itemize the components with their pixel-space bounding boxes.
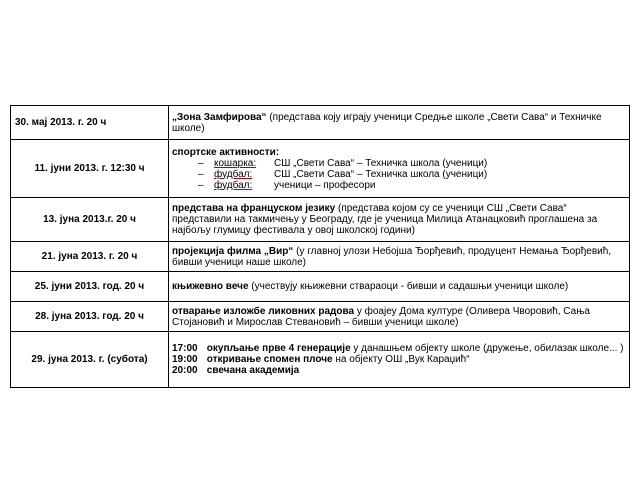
description-cell bbox=[169, 302, 630, 332]
list-item bbox=[172, 180, 626, 191]
event-title: представа на француском језику bbox=[172, 203, 336, 214]
event-title: пројекција филма „Вир“ bbox=[172, 245, 294, 257]
table-row bbox=[11, 332, 630, 388]
match-text: СШ „Свети Сава“ – Техничка школа (ученици) bbox=[274, 168, 488, 180]
description-cell bbox=[169, 332, 630, 388]
date-cell: 11. јуни 2013. г. 12:30 ч bbox=[11, 140, 169, 198]
table-row bbox=[11, 198, 630, 242]
time: 19:00 bbox=[172, 354, 198, 365]
time: 17:00 bbox=[172, 343, 198, 354]
table-row bbox=[11, 242, 630, 272]
date-cell: 29. јуна 2013. г. (субота) bbox=[11, 332, 169, 388]
event-text: на објекту ОШ „Вук Караџић“ bbox=[332, 354, 470, 365]
event-text: у данашњем објекту школе (дружење, обилазак школе... ) bbox=[350, 343, 624, 354]
event-title: откривање спомен плоче bbox=[206, 354, 333, 365]
sport-name: фудбал: bbox=[214, 179, 253, 191]
description-cell bbox=[169, 272, 630, 302]
date-cell: 25. јуни 2013. год. 20 ч bbox=[11, 272, 169, 302]
description-cell bbox=[169, 106, 630, 140]
date-cell: 28. јуна 2013. год. 20 ч bbox=[11, 302, 169, 332]
program-line bbox=[172, 343, 626, 354]
table-row bbox=[11, 272, 630, 302]
sport-name: кошарка: bbox=[214, 157, 257, 169]
event-text: (представа коју играју ученици Средње школе „Свети Сава“ и Техничке школе) bbox=[172, 111, 602, 134]
match-text: СШ „Свети Сава“ – Техничка школа (ученици) bbox=[274, 157, 488, 169]
list-item bbox=[172, 158, 626, 169]
program-line bbox=[172, 354, 626, 365]
table-row bbox=[11, 140, 630, 198]
description-cell bbox=[169, 242, 630, 272]
dash: – bbox=[198, 157, 204, 169]
event-text: (у главној улози Небојша Ђорђевић, продуцент Немања Ђорђевић, бивши ученици наше школе) bbox=[172, 245, 612, 268]
dash: – bbox=[198, 179, 204, 191]
dash: – bbox=[198, 168, 204, 180]
match-text: ученици – професори bbox=[274, 179, 376, 191]
event-text: (учествују књижевни ствараоци - бивши и садашњи ученици школе) bbox=[248, 281, 569, 292]
event-title: отварање изложбе ликовних радова bbox=[172, 305, 355, 317]
time: 20:00 bbox=[172, 365, 198, 376]
schedule-table bbox=[10, 105, 630, 388]
event-text: у фоајеу Дома културе (Оливера Чворовић, Сања Стојановић и Мирослав Стевановић – бивши ученици школе) bbox=[172, 305, 590, 328]
event-title: окупљање прве 4 генерације bbox=[206, 343, 351, 354]
date-cell: 13. јуна 2013.г. 20 ч bbox=[11, 198, 169, 242]
event-title: „Зона Замфирова“ bbox=[172, 111, 267, 123]
table-row bbox=[11, 106, 630, 140]
event-title: спортске активности: bbox=[172, 146, 280, 158]
event-title: свечана академија bbox=[206, 365, 300, 376]
list-item bbox=[172, 169, 626, 180]
description-cell bbox=[169, 198, 630, 242]
program-line bbox=[172, 365, 626, 376]
date-cell: 30. мај 2013. г. 20 ч bbox=[11, 106, 169, 140]
sport-name: фудбал: bbox=[214, 168, 253, 180]
date-cell: 21. јуна 2013. г. 20 ч bbox=[11, 242, 169, 272]
description-cell bbox=[169, 140, 630, 198]
event-title: књижевно вече bbox=[172, 281, 249, 292]
table-row bbox=[11, 302, 630, 332]
event-text: (представа којом су се ученици СШ „Свети Сава“ представили на такмичењу у Београду, где је ученица Милица Атанацковић проглашена за најбољу глумицу фестивала у овој школској години) bbox=[172, 203, 598, 236]
